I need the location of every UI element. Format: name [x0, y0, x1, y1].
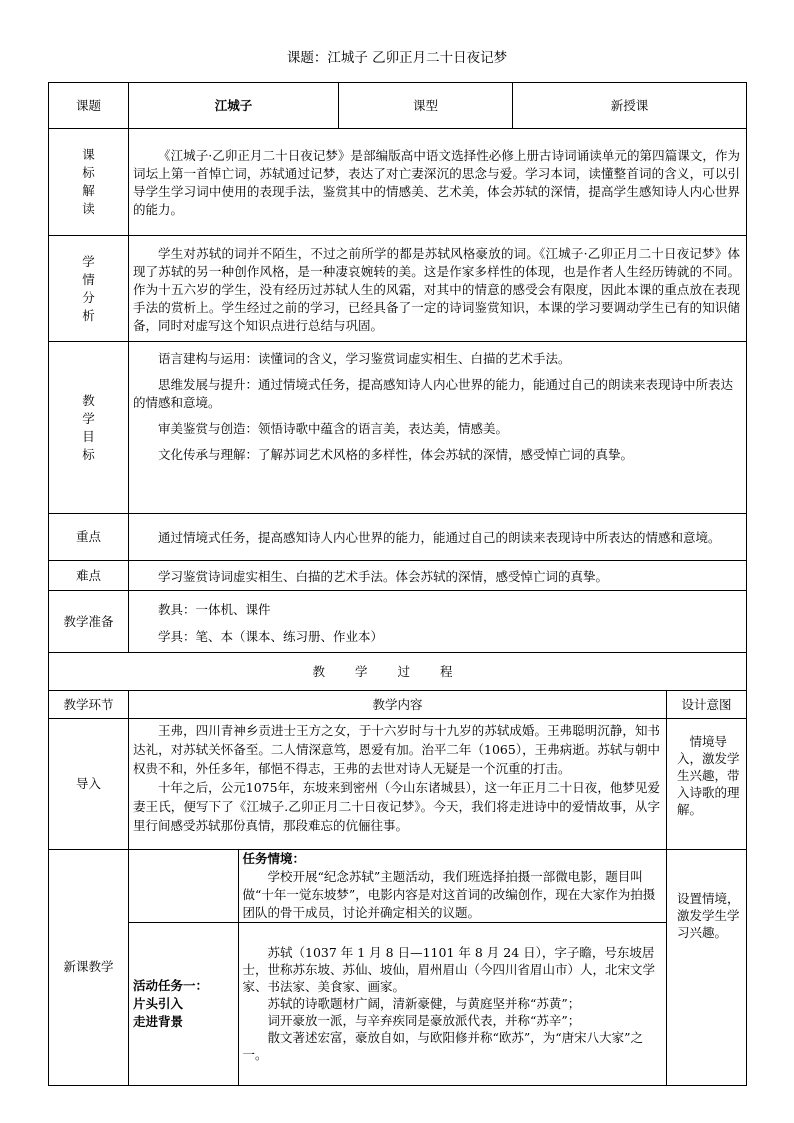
goal-item: 思维发展与提升：通过情境式任务，提高感知诗人内心世界的能力，能通过自己的朗读来表现诗中所表达的情感和意境。 [133, 377, 734, 410]
label-char: 标 [82, 446, 95, 462]
new-lesson-label: 新课教学 [49, 850, 129, 1086]
goal-item: 文化传承与理解：了解苏词艺术风格的多样性，体会苏轼的深情，感受悼亡词的真挚。 [158, 447, 634, 462]
task-situation-blank [129, 850, 238, 923]
curriculum-content [129, 129, 747, 236]
new-lesson-content [129, 850, 667, 1086]
difficulty-row [49, 561, 747, 591]
intro-paragraph: 王弗，四川青神乡贡进士王方之女，于十六岁时与十九岁的苏轼成婚。王弗聪明沉静，知书达礼，对苏轼关怀备至。二人情深意笃，恩爱有加。治平二年（1065），王弗病逝。苏轼与朝中权贵不和，外任多年，郁悒不得志，王弗的去世对诗人无疑是一个沉重的打击。 [133, 723, 661, 776]
su-shi-bio: 苏轼（1037 年 1 月 8 日—1101 年 8 月 24 日），字子瞻，号东坡居士，世称苏东坡、苏仙、坡仙，眉州眉山（今四川省眉山市）人，北宋文学家、书法家、美食家、画家。 [242, 945, 656, 995]
teaching-goals-label [49, 342, 129, 514]
activity-content-cell [238, 923, 666, 1085]
intro-label: 导入 [49, 719, 129, 850]
new-lesson-intent-text: 设置情境，激发学生学习兴趣。 [677, 891, 740, 940]
su-shi-style: 散文著述宏富，豪放自如，与欧阳修并称“欧苏”，为“唐宋八大家”之一。 [242, 1030, 644, 1063]
difficulty-text: 学习鉴赏诗词虚实相生、白描的艺术手法。体会苏轼的深情，感受悼亡词的真挚。 [158, 568, 609, 584]
task-situation-cell [238, 850, 666, 923]
teacher-tools: 教具：一体机、课件 [158, 602, 271, 617]
intro-content [129, 719, 667, 850]
curriculum-row [49, 129, 747, 236]
label-char: 课 [82, 147, 95, 162]
lesson-plan-table [48, 82, 747, 1086]
label-char: 教 [82, 392, 95, 408]
preparation-label: 教学准备 [49, 591, 129, 653]
topic-value: 江城子 [129, 83, 339, 129]
process-header-row [49, 691, 747, 719]
key-point-text: 通过情境式任务，提高感知诗人内心世界的能力，能通过自己的朗读来表现诗中所表达的情感和意境。 [158, 530, 721, 545]
page-title: 课题：江城子 乙卯正月二十日夜记梦 [286, 50, 508, 66]
process-title: 教学过程 [49, 653, 747, 691]
content-header: 教学内容 [129, 691, 667, 719]
label-char: 标 [82, 165, 95, 180]
su-shi-style: 苏轼的诗歌题材广阔，清新豪健，与黄庭坚并称“苏黄”； [267, 996, 581, 1012]
intro-intent [667, 719, 747, 850]
activity-row [129, 923, 666, 1085]
goal-item: 语言建构与运用：读懂词的含义，学习鉴赏词虚实相生、白描的艺术手法。 [158, 351, 571, 366]
label-char: 学 [82, 253, 95, 269]
stage-header: 教学环节 [49, 691, 129, 719]
curriculum-text: 《江城子·乙卯正月二十日夜记梦》是部编版高中语文选择性必修上册古诗词诵读单元的第四篇课文，作为词坛上第一首悼亡词，苏轼通过记梦，表达了对亡妻深沉的思念与爱。学习本词，读懂整首词的含义，可以引导学生学习词中使用的表现手法，鉴赏其中的情感美、艺术美，体会苏轼的深情，提高学生感知诗人内心世界的能力。 [133, 148, 741, 217]
teaching-goals-row [49, 342, 747, 514]
label-char: 目 [82, 428, 95, 444]
activity-line: 活动任务一： [133, 977, 209, 993]
activity-line: 走进背景 [133, 1013, 184, 1029]
new-lesson-row [49, 850, 747, 1086]
new-lesson-inner-table [129, 850, 666, 1085]
label-char: 解 [82, 183, 95, 198]
difficulty-content [129, 561, 747, 591]
student-analysis-label [49, 236, 129, 342]
student-tools: 学具：笔、本（课本、练习册、作业本） [158, 629, 384, 644]
new-lesson-intent [667, 850, 747, 1086]
activity-label [129, 975, 238, 1033]
topic-row [49, 83, 747, 129]
student-analysis-text: 学生对苏轼的词并不陌生，不过之前所学的都是苏轼风格豪放的词。《江城子·乙卯正月二十日夜记梦》体现了苏轼的另一种创作风格，是一种凄哀婉转的美。这是作家多样性的体现，也是作者人生经历铸就的不同。作为十五六岁的学生，没有经历过苏轼人生的风霜，对其中的情意的感受会有限度，因此本课的重点放在表现手法的赏析上。学生经过之前的学习，已经具备了一定的诗词鉴赏知识，本课的学习要调动学生已有的知识储备，同时对虚写这个知识点进行总结与巩固。 [133, 245, 741, 333]
label-char: 析 [82, 307, 95, 323]
lesson-type-value: 新授课 [513, 83, 747, 129]
intent-header: 设计意图 [667, 691, 747, 719]
preparation-content [129, 591, 747, 653]
task-situation-text: 学校开展“纪念苏轼”主题活动，我们班选择拍摄一部微电影，题目叫做“十年一觉东坡梦”，电影内容是对这首词的改编创作，现在大家作为拍摄团队的骨干成员，讨论并确定相关的议题。 [242, 869, 656, 920]
lesson-type-label: 课型 [339, 83, 513, 129]
difficulty-label: 难点 [49, 561, 129, 591]
label-char: 读 [82, 201, 95, 216]
label-char: 学 [82, 410, 95, 426]
key-point-content [129, 514, 747, 561]
goal-item: 审美鉴赏与创造：领悟诗歌中蕴含的语言美，表达美，情感美。 [158, 421, 509, 436]
activity-label-cell [129, 923, 238, 1085]
student-analysis-row [49, 236, 747, 342]
process-title-row [49, 653, 747, 691]
curriculum-label [49, 129, 129, 236]
intro-paragraph: 十年之后，公元1075年，东坡来到密州（今山东诸城县），这一年正月二十日夜，他梦见爱妻王氏，便写下了《江城子.乙卯正月二十日夜记梦》。今天，我们将走进诗中的爱情故事，从字里行间感受苏轼那份真情，那段难忘的伉俪往事。 [133, 780, 661, 833]
key-point-row [49, 514, 747, 561]
preparation-row [49, 591, 747, 653]
key-point-label: 重点 [49, 514, 129, 561]
intro-intent-text: 情境导入，激发学生兴趣，带入诗歌的理解。 [677, 734, 740, 817]
task-situation-row [129, 850, 666, 923]
su-shi-style: 词开豪放一派，与辛弃疾同是豪放派代表，并称“苏辛”； [267, 1013, 581, 1029]
topic-label: 课题 [49, 83, 129, 129]
label-char: 分 [82, 289, 95, 305]
activity-line: 片头引入 [133, 995, 184, 1011]
student-analysis-content [129, 236, 747, 342]
teaching-goals-content [129, 342, 747, 514]
intro-row [49, 719, 747, 850]
task-situation-title: 任务情境： [242, 851, 306, 866]
label-char: 情 [82, 271, 95, 287]
